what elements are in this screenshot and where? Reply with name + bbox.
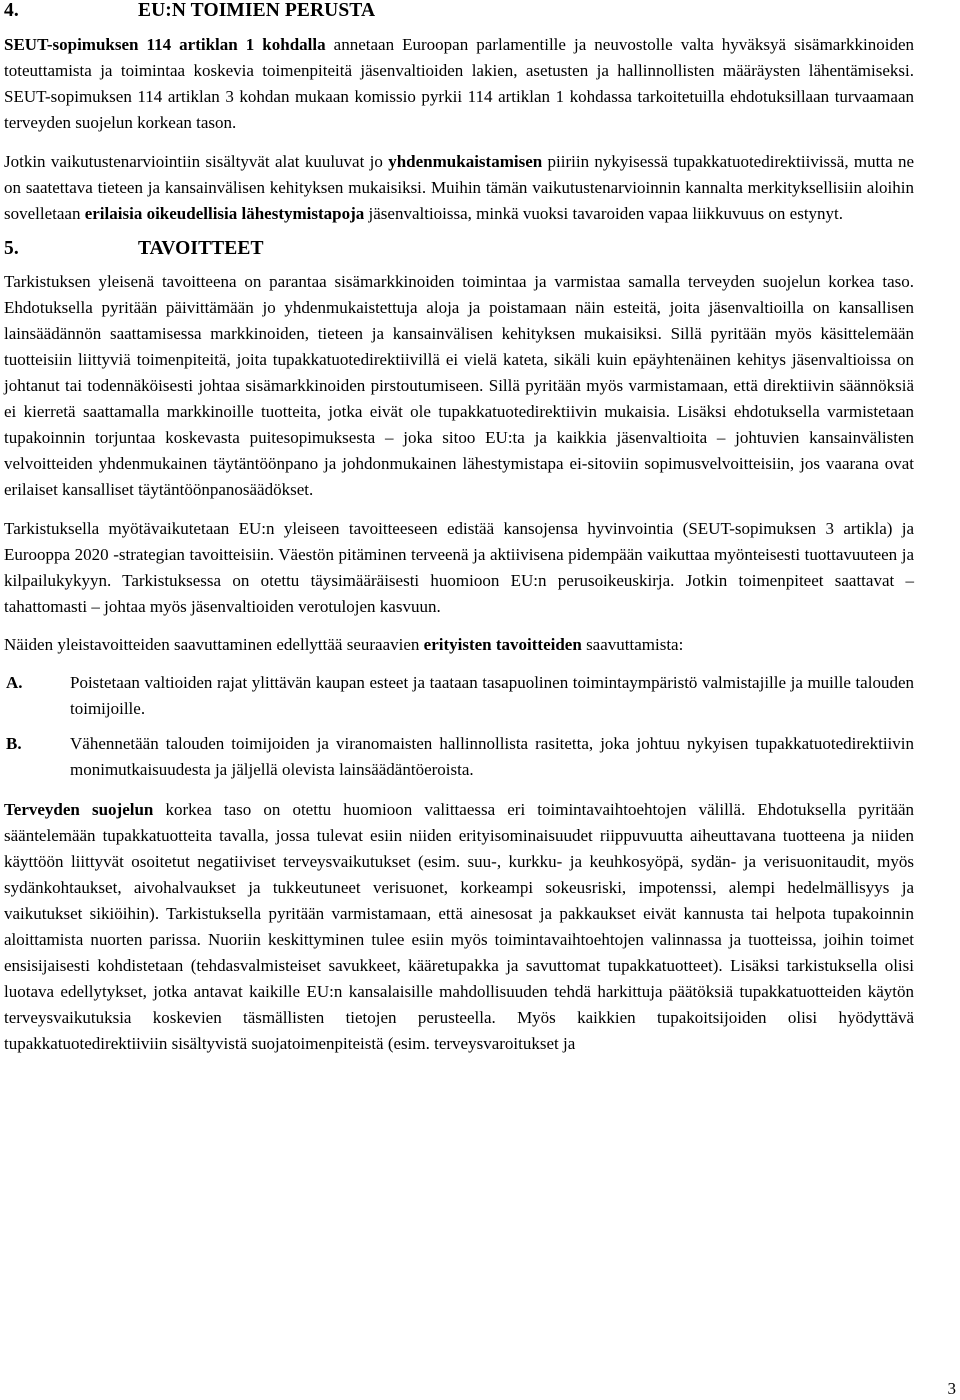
objective-text: Poistetaan valtioiden rajat ylittävän kaupan esteet ja taataan tasapuolinen toimintaympäristö valmistajille ja muille talouden toimijoille. — [70, 673, 914, 718]
paragraph-text: annetaan Euroopan parlamentille ja neuvostolle valta hyväksyä sisämarkkinoiden toteuttamista ja toimintaa koskevia toimenpiteitä jäsenvaltioiden lakien, asetusten ja hallinnollisten määräysten lähentämiseksi. SEUT-sopimuksen 114 artiklan 3 kohdan mukaan komissio pyrkii 114 artiklan 1 kohdassa tarkoitetuilla ehdotuksillaan turvaamaan terveyden suojelun korkean tason. — [4, 35, 914, 132]
objective-letter: B. — [6, 734, 22, 753]
objective-item-a — [4, 670, 914, 722]
bold-phrase: SEUT-sopimuksen 114 artiklan 1 kohdalla — [4, 35, 326, 54]
bold-phrase: erityisten tavoitteiden — [423, 635, 582, 654]
section-number: 4. — [4, 0, 19, 21]
bold-phrase: Terveyden suojelun — [4, 800, 154, 819]
section-heading-4 — [4, 0, 914, 22]
section-number: 5. — [4, 238, 19, 259]
objective-item-b — [4, 731, 914, 783]
bold-phrase: erilaisia oikeudellisia lähestymistapoja — [84, 204, 365, 223]
paragraph-text: Jotkin vaikutustenarviointiin sisältyvät alat kuuluvat jo — [4, 152, 389, 171]
page-number: 3 — [947, 1379, 956, 1398]
bold-phrase: yhdenmukaistamisen — [388, 152, 543, 171]
objective-text: Vähennetään talouden toimijoiden ja viranomaisten hallinnollista rasitetta, joka johtuu nykyisen tupakkatuotedirektiivin monimutkaisuudesta ja jäljellä olevista lainsäädäntöeroista. — [70, 734, 914, 779]
paragraph-eu-contribution: Tarkistuksella myötävaikutetaan EU:n yleiseen tavoitteeseen edistää kansojensa hyvinvointia (SEUT-sopimuksen 3 artikla) ja Eurooppa 2020 -strategian tavoitteisiin. Väestön pitäminen terveenä ja aktiivisena pidempään vaikuttaa myönteisesti tuottavuuteen ja kilpailukykyyn. Tarkistuksessa on otettu täysimääräisesti huomioon EU:n perusoikeuskirja. Jotkin toimenpiteet saattavat – tahattomasti – johtaa myös jäsenvaltioiden verotulojen kasvuun. — [4, 519, 914, 616]
paragraph-text: saavuttamista: — [581, 635, 684, 654]
paragraph-text: jäsenvaltioissa, minkä vuoksi tavaroiden vapaa liikkuvuus on estynyt. — [364, 204, 844, 223]
paragraph-text: piiriin nykyisessä tupakkatuotedirektiivissä, mutta ne on saatettava tieteen ja kansainvälisen kehityksen mukaisiksi. Muihin tämän vaikutustenarvioinnin kannalta merkityksellisiin aloihin sovelletaan — [4, 152, 914, 223]
paragraph-general-objective: Tarkistuksen yleisenä tavoitteena on parantaa sisämarkkinoiden toimintaa ja varmistaa samalla terveyden suojelun korkea taso. Ehdotuksella pyritään päivittämään jo yhdenmukaistettuja aloja ja poistamaan näin esteitä, joita jäsenvaltioilla on kansallisen lainsäädännön saattamisessa markkinoiden, tieteen ja kansainvälisen kehityksen mukaisiksi. Sillä pyritään myös käsittelemään tuotteisiin liittyviä toimenpiteitä, joita tupakkatuotedirektiivillä ei vielä kateta, sikäli kuin epäyhtenäinen kehitys jäsenvaltioissa on johtanut tai todennäköisesti johtaa sisämarkkinoiden pirstoutumiseen. Sillä pyritään myös varmistamaan, että direktiivin säännöksiä ei kierretä saattamalla markkinoille tuotteita, jotka eivät ole tupakkatuotedirektiivin mukaisia. Lisäksi ehdotuksella varmistetaan tupakoinnin torjuntaa koskevasta puitesopimuksesta – joka sitoo EU:ta ja kaikkia jäsenvaltioita – johtuvien kansainvälisten velvoitteiden yhdenmukainen täytäntöönpano ja johdonmukainen lähestymistapa ei-sitoviin sopimusvelvoitteisiin, jos vaarana ovat erilaiset kansalliset täytäntöönpanosäädökset. — [4, 272, 914, 499]
section-title: EU:N TOIMIEN PERUSTA — [138, 0, 376, 21]
paragraph-specific-objectives-intro — [4, 632, 914, 658]
paragraph-harmonisation — [4, 149, 914, 227]
section-title: TAVOITTEET — [138, 238, 264, 259]
paragraph-health-protection — [4, 797, 914, 1057]
paragraph-text: Näiden yleistavoitteiden saavuttaminen edellyttää seuraavien — [4, 635, 424, 654]
paragraph-text: korkea taso on otettu huomioon valittaessa eri toimintavaihtoehtojen välillä. Ehdotuksella pyritään sääntelemään tupakkatuotteita tavalla, jossa tulevat esiin niiden erityisominaisuudet riippuvuutta aiheuttavana tuotteena ja niiden käyttöön liittyvät osoitetut negatiiviset terveysvaikutukset (esim. suu-, kurkku- ja keuhkosyöpä, sydän- ja verisuonitaudit, myös sydänkohtaukset, aivohalvaukset ja tukkeutuneet verisuonet, korkeampi sokeusriski, impotenssi, alempi hedelmällisyys ja vaikutukset sikiöihin). Tarkistuksella pyritään varmistamaan, että ainesosat ja pakkaukset eivät kannusta tai helpota tupakoinnin aloittamista nuorten parissa. Nuoriin keskittyminen tulee esiin myös toimintavaihtoehtojen valinnassa ja tuotteissa, joihin toimet ensisijaisesti kohdistetaan (tehdasvalmisteiset savukkeet, kääretupakka ja savuttomat tupakkatuotteet). Lisäksi tarkistuksella olisi luotava edellytykset, jotka antavat kaikille EU:n kansalaisille mahdollisuuden tehdä harkittuja päätöksiä tupakkatuotteiden käytön terveysvaikutuksia koskevien täsmällisten tietojen perusteella. Myös kaikkien tupakoitsijoiden olisi hyödyttävä tupakkatuotedirektiiviin sisältyvistä suojatoimenpiteistä (esim. terveysvaroitukset ja — [4, 800, 914, 1053]
paragraph-legal-basis — [4, 32, 914, 136]
document-page — [4, 0, 914, 1057]
section-heading-5 — [4, 238, 914, 260]
objective-letter: A. — [6, 673, 23, 692]
